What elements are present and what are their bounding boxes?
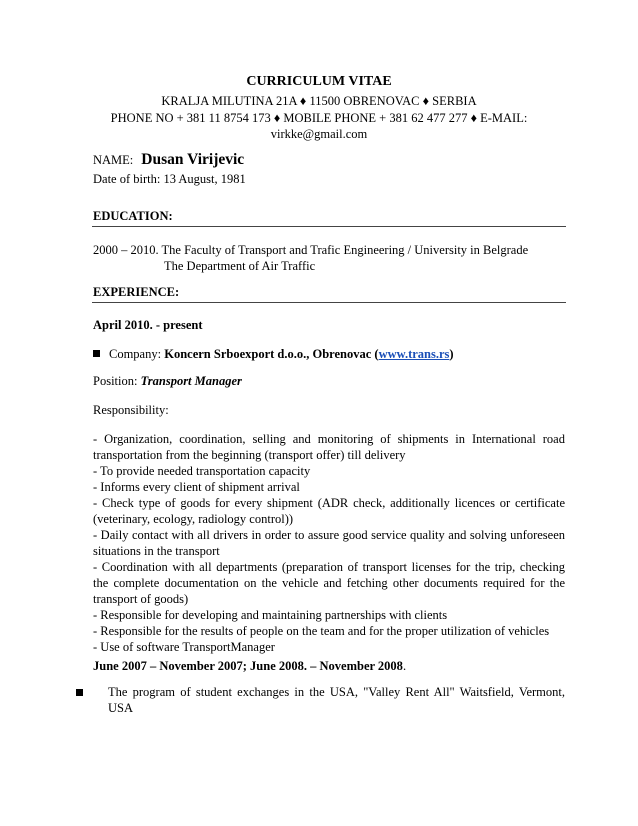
experience-divider — [92, 302, 566, 303]
experience-heading: EXPERIENCE: — [93, 285, 180, 299]
education-line-1: 2000 – 2010. The Faculty of Transport and Trafic Engineering / University in Belgrade — [93, 243, 529, 257]
job2-period-line — [93, 659, 406, 674]
job2-period: June 2007 – November 2007; June 2008. – November 2008 — [93, 659, 403, 673]
position-title: Transport Manager — [140, 374, 242, 388]
education-line-2: The Department of Air Traffic — [164, 259, 316, 273]
responsibility-label: Responsibility: — [93, 403, 169, 417]
email-line: virkke@gmail.com — [270, 127, 368, 141]
company-website-link[interactable]: www.trans.rs — [378, 347, 450, 361]
company-label: Company: — [109, 347, 162, 361]
responsibility-item: - Check type of goods for every shipment (ADR check, additionally licences or certificate (veterinary, ecology, radiology control)) — [93, 496, 565, 526]
position-label: Position: — [93, 374, 138, 388]
document-title: CURRICULUM VITAE — [246, 74, 392, 89]
phone-line: PHONE NO + 381 11 8754 173 ♦ MOBILE PHONE + 381 62 477 277 ♦ E-MAIL: — [110, 111, 528, 125]
job1-position-line — [93, 374, 242, 389]
responsibility-item: - Coordination with all departments (preparation of transport licenses for the trip, checking the complete documentation on the vehicle and fetching other documents required for the transport of goods) — [93, 560, 565, 606]
bullet-square-icon — [93, 350, 100, 357]
job1-company-line — [93, 347, 454, 362]
name-line — [93, 151, 244, 169]
responsibility-item: - Daily contact with all drivers in order to assure good service quality and solving unforeseen situations in the transport — [93, 528, 565, 558]
address-line: KRALJA MILUTINA 21A ♦ 11500 OBRENOVAC ♦ SERBIA — [161, 94, 477, 108]
responsibility-item: - Informs every client of shipment arrival — [93, 480, 300, 494]
job2-period-end: . — [402, 659, 407, 673]
date-of-birth: Date of birth: 13 August, 1981 — [93, 172, 246, 186]
name-label: NAME: — [93, 153, 134, 167]
responsibility-item: - Organization, coordination, selling and monitoring of shipments in International road transportation from the beginning (transport offer) till delivery — [93, 432, 565, 462]
education-heading: EDUCATION: — [93, 209, 173, 223]
bullet-square-icon — [76, 689, 83, 696]
company-end: ) — [449, 347, 454, 361]
responsibility-item: - Responsible for the results of people on the team and for the proper utilization of vehicles — [93, 624, 550, 638]
job2-description: The program of student exchanges in the USA, "Valley Rent All" Waitsfield, Vermont, USA — [108, 685, 565, 715]
job1-period: April 2010. - present — [93, 318, 203, 332]
company-name: Koncern Srboexport d.o.o., Obrenovac ( — [164, 347, 379, 361]
person-name: Dusan Virijevic — [141, 151, 245, 168]
responsibility-item: - Use of software TransportManager — [93, 640, 275, 654]
responsibility-list — [93, 431, 565, 655]
responsibility-item: - To provide needed transportation capacity — [93, 464, 311, 478]
responsibility-item: - Responsible for developing and maintaining partnerships with clients — [93, 608, 448, 622]
education-divider — [92, 226, 566, 227]
